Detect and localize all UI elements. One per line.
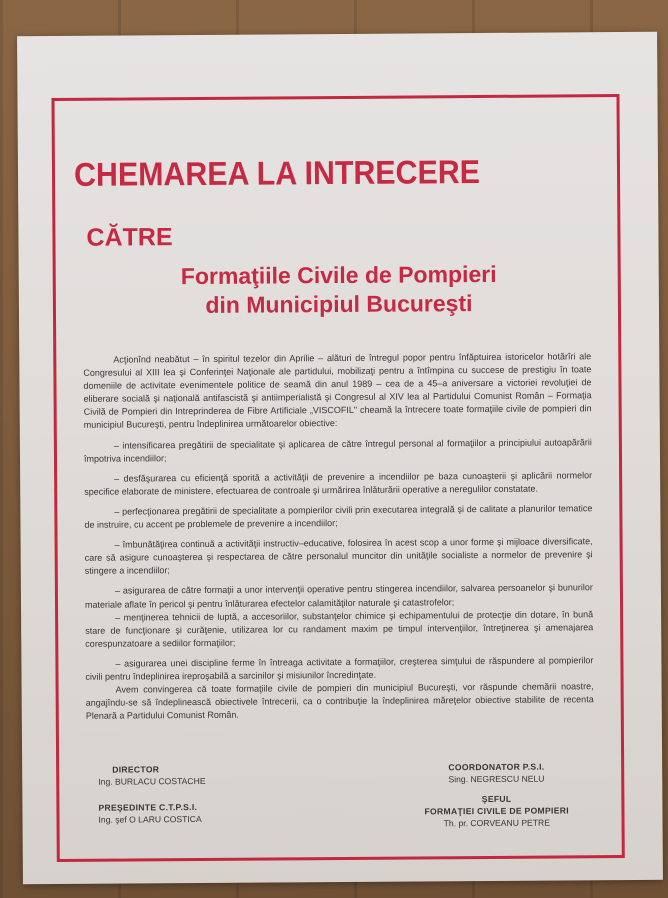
- objective-item: – îmbunătăţirea continuă a activităţii instructiv–educative, folosirea în acest scop a unor forme şi mijloace diversificate, care să asigure cunoaşterea şi respectarea de către personalul muncitor din unităţile socialiste a normelor de prevenire şi stingere a incendiilor;: [84, 536, 593, 577]
- director-role: DIRECTOR: [112, 764, 160, 775]
- poster-title: CHEMAREA LA INTRECERE: [73, 153, 481, 193]
- objective-item: – asigurarea de către formaţii a unor intervenţii operative pentru stingerea incendiilor, salvarea persoanelor şi bunurilor materiale aflate în pericol şi pentru înlăturarea efectelor calamităţilor naturale şi catastrofelor;: [84, 582, 593, 610]
- chief-unit: FORMAŢIEI CIVILE DE POMPIERI: [424, 805, 569, 817]
- right-signatures: [424, 760, 569, 829]
- president-role: PREŞEDINTE C.T.P.S.I.: [98, 802, 198, 813]
- subtitle-line-2: din Municipiul Bucureşti: [205, 290, 473, 318]
- to-label: CĂTRE: [86, 223, 173, 252]
- objective-item: – menţinerea tehnicii de luptă, a accesoriilor, substanţelor chimice şi echipamentului de protecţie din dotare, în bună stare de funcţionare şi curăţenie, utilizarea lor cu randament maxim pe timpul intervenţiilor, întreţinerea şi amenajarea corespunzatoare a sediilor formaţiilor;: [85, 608, 594, 649]
- chief-role: ŞEFUL: [481, 793, 512, 805]
- coordinator-name: Sing. NEGRESCU NELU: [448, 773, 545, 785]
- closing-paragraph: Avem convingerea că toate formaţiile civile de pompieri din municipiul Bucureşti, vor răspunde chemării noastre, angajîndu-se să îndeplinească obiectivele întrecerii, ca o contribuţie la îndeplinirea măreţelor obiective stabilite de recenta Plenară a Partidului Comunist Român.: [85, 681, 594, 722]
- poster-sheet: [17, 32, 663, 884]
- president-name: Ing. şef O LARU COSTICA: [98, 813, 202, 825]
- poster-body: [83, 350, 594, 723]
- objective-item: – asigurarea unei discipline ferme în întreaga activitate a formaţiilor, creşterea simţului de răspundere al pompierilor civili pentru îndeplinirea ireproşabilă a sarcinilor şi misiunilor încredinţate.: [85, 655, 594, 682]
- subtitle-line-1: Formaţiile Civile de Pompieri: [180, 260, 497, 290]
- left-signatures: [98, 763, 206, 826]
- intro-paragraph: Acţionînd neabătut – în spiritul tezelor din Aprilie – alături de întregul popor pentru înfăptuirea istoricelor hotărîri ale Congresului al XIII lea şi Conferinţei Naţionale ale partidului, mobilizaţi pentru a întîmpina cu succese de prestigiu în toate domeniile de activitate evenimentele politice de seamă din anul 1989 – cea de a 45–a aniversare a victoriei revoluţiei de eliberare socială şi naţională antifascistă şi antiimperialistă şi Congresul al XIV lea al Partidului Comunist Român – Formaţia Civilă de Pompieri din Intreprinderea de Fibre Artificiale „VISCOFIL" cheamă la întrecere toate formaţiile civile de pompieri din municipiul Bucureşti, pentru îndeplinirea următoarelor obiective:: [83, 351, 592, 431]
- objective-item: – desfăşurarea cu eficienţă sporită a activităţii de prevenire a incendiilor pe baza cunoaşterii şi aplicării normelor specifice elaborate de ministere, efectuarea de controale şi urmărirea înlăturării operative a neregulilor constatate.: [84, 469, 593, 497]
- chief-name: Th. pr. CORVEANU PETRE: [443, 817, 550, 829]
- objective-item: – intensificarea pregătirii de specialitate şi aplicarea de către întregul personal al formaţiilor a principiului autoapărării împotriva incendiilor;: [83, 436, 592, 464]
- objective-item: – perfecţionarea pregătirii de specialitate a pompierilor civili prin executarea integrală şi de calitate a planurilor tematice de instruire, cu accent pe problemele de prevenire a incendiilor;: [84, 503, 593, 530]
- coordinator-role: COORDONATOR P.S.I.: [448, 761, 545, 773]
- director-name: Ing. BURLACU COSTACHE: [98, 775, 206, 787]
